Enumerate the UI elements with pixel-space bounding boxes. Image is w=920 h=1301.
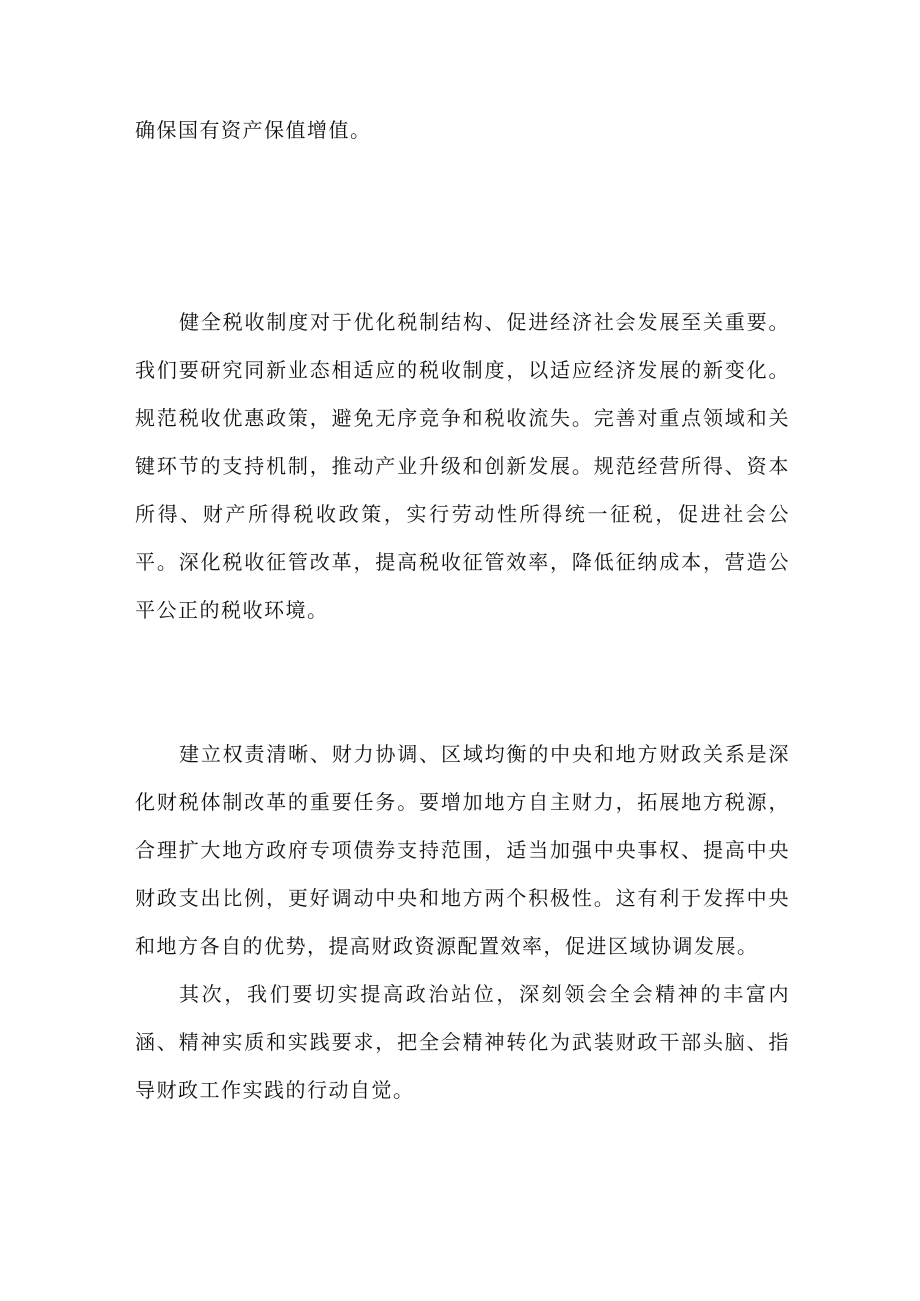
paragraph-tax-system: 健全税收制度对于优化税制结构、促进经济社会发展至关重要。我们要研究同新业态相适应的税收制度，以适应经济发展的新变化。规范税收优惠政策，避免无序竞争和税收流失。完善对重点领域和关键环节的支持机制，推动产业升级和创新发展。规范经营所得、资本所得、财产所得税收政策，实行劳动性所得统一征税，促进社会公平。深化税收征管改革，提高税收征管效率，降低征纳成本，营造公平公正的税收环境。	[135, 310, 790, 622]
paragraph-fiscal-relations: 建立权责清晰、财力协调、区域均衡的中央和地方财政关系是深化财税体制改革的重要任务。要增加地方自主财力，拓展地方税源，合理扩大地方政府专项债券支持范围，适当加强中央事权、提高中央财政支出比例，更好调动中央和地方两个积极性。这有利于发挥中央和地方各自的优势，提高财政资源配置效率，促进区域协调发展。	[135, 742, 790, 958]
paragraph-continuation: 确保国有资产保值增值。	[135, 118, 372, 142]
paragraph-political-stance: 其次，我们要切实提高政治站位，深刻领会全会精神的丰富内涵、精神实质和实践要求，把全会精神转化为武装财政干部头脑、指导财政工作实践的行动自觉。	[135, 982, 790, 1102]
